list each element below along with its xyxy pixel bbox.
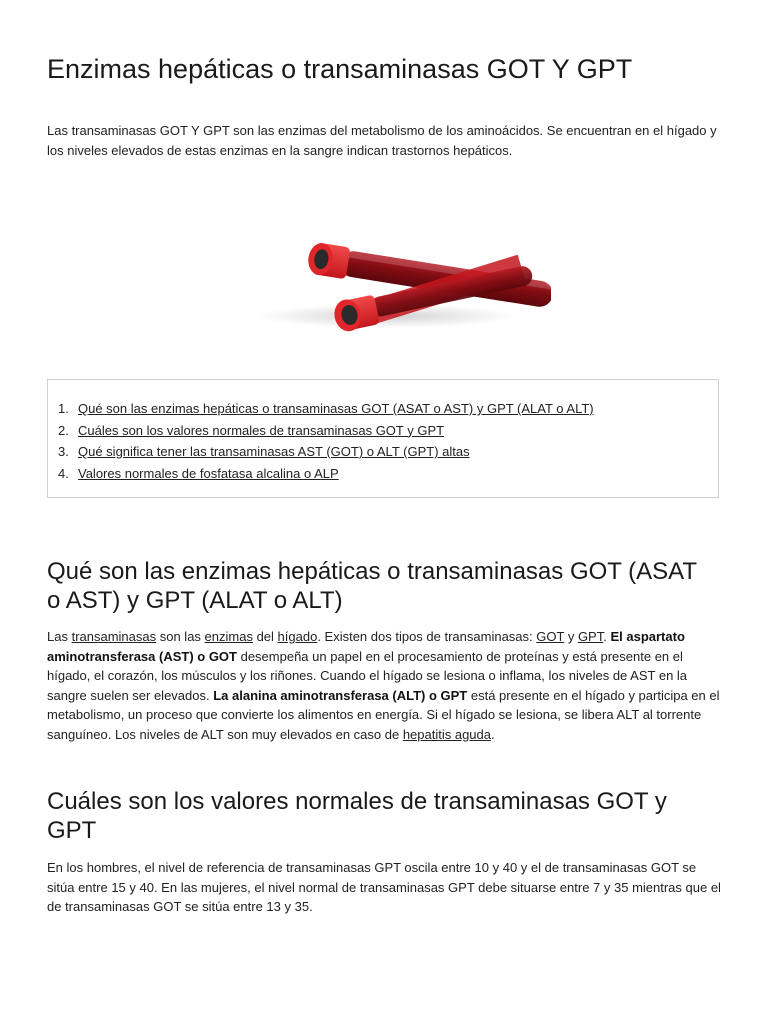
text-segment: . Existen dos tipos de transaminasas: xyxy=(317,629,537,644)
toc-link[interactable]: Cuáles son los valores normales de transaminasas GOT y GPT xyxy=(78,422,445,438)
toc-item-number: 3. xyxy=(58,444,69,459)
toc-item-number: 2. xyxy=(58,422,69,438)
text-segment: desempeña un papel en el procesamiento de proteínas y está presente en el hígado, el corazón, los músculos y los riñones. Cuando el hígado se lesiona o inflama, los niveles de AST en la sangre suelen ser elevados. xyxy=(47,648,688,703)
toc-item xyxy=(58,463,594,485)
bold-ast: El aspartato aminotransferasa (AST) o GOT xyxy=(47,629,685,664)
text-segment: Las xyxy=(47,629,72,644)
toc-link[interactable]: Valores normales de fosfatasa alcalina o ALP xyxy=(78,465,339,481)
page-title: Enzimas hepáticas o transaminasas GOT Y GPT xyxy=(47,54,633,84)
toc-list xyxy=(58,398,594,484)
table-of-contents xyxy=(47,379,719,498)
link-higado[interactable]: hígado xyxy=(277,629,318,644)
link-hepatitis-aguda[interactable]: hepatitis aguda xyxy=(402,726,491,742)
toc-link[interactable]: Qué son las enzimas hepáticas o transaminasas GOT (ASAT o AST) y GPT (ALAT o ALT) xyxy=(78,401,594,416)
link-transaminasas[interactable]: transaminasas xyxy=(71,629,157,644)
intro-paragraph: Las transaminasas GOT Y GPT son las enzimas del metabolismo de los aminoácidos. Se encuentran en el hígado y los niveles elevados de estas enzimas en la sangre indican trastornos hepáticos. xyxy=(47,123,717,158)
toc-item-number: 4. xyxy=(58,465,69,481)
section-enzimas-paragraph xyxy=(47,627,723,744)
text-segment: y xyxy=(564,629,578,644)
text-segment: son las xyxy=(156,629,205,644)
link-enzimas[interactable]: enzimas xyxy=(204,629,253,644)
link-gpt[interactable]: GPT xyxy=(577,629,604,644)
section-heading-valores: Cuáles son los valores normales de transaminasas GOT y GPT xyxy=(47,788,667,844)
blood-tubes-image xyxy=(221,166,551,356)
section-valores-paragraph: En los hombres, el nivel de referencia de transaminasas GPT oscila entre 10 y 40 y el de transaminasas GOT se sitúa entre 15 y 40. En las mujeres, el nivel normal de transaminasas GPT debe situarse entre 7 y 35 mientras que el de transaminasas GOT se sitúa entre 13 y 35. xyxy=(47,860,721,914)
text-segment: del xyxy=(252,629,278,644)
text-segment: está presente en el hígado y participa en el metabolismo, un proceso que convierte los alimentos en energía. Si el hígado se lesiona, se libera ALT al torrente sanguíneo. Los niveles de ALT son muy elevados en caso de xyxy=(47,687,720,742)
link-got[interactable]: GOT xyxy=(536,629,565,644)
text-segment: . xyxy=(491,726,495,742)
bold-alt: La alanina aminotransferasa (ALT) o GPT xyxy=(213,687,468,703)
toc-item xyxy=(58,420,594,442)
text-segment: . xyxy=(603,629,611,644)
toc-item xyxy=(58,398,594,420)
toc-item xyxy=(58,441,594,463)
section-heading-enzimas: Qué son las enzimas hepáticas o transaminasas GOT (ASAT o AST) y GPT (ALAT o ALT) xyxy=(47,558,697,614)
toc-link[interactable]: Qué significa tener las transaminasas AST (GOT) o ALT (GPT) altas xyxy=(78,444,470,459)
blood-tubes-illustration xyxy=(221,166,551,356)
toc-item-number: 1. xyxy=(58,401,69,416)
